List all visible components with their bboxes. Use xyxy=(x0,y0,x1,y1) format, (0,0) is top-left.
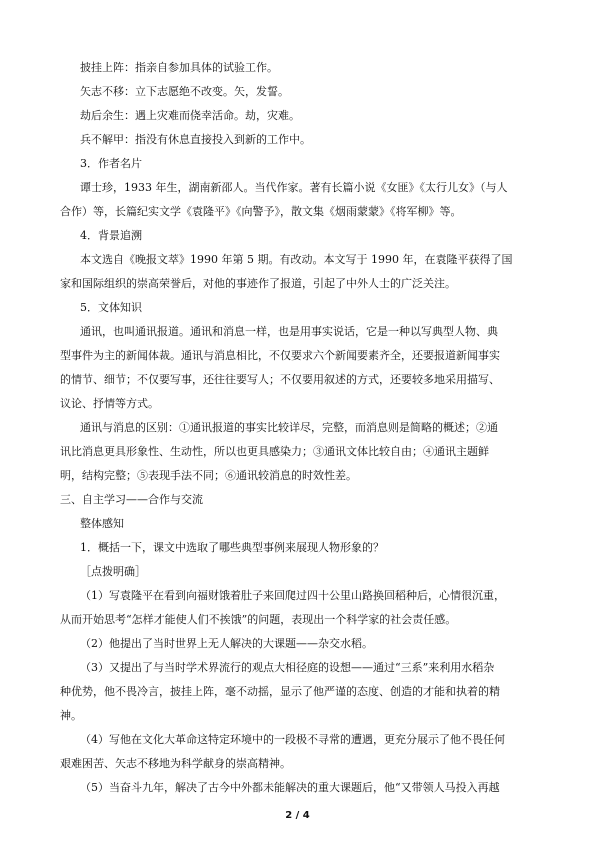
section-heading: 三、自主学习——合作与交流 xyxy=(60,493,203,506)
answer-line: （2）他提出了当时世界上无人解决的大课题——杂交水稻。 xyxy=(80,637,373,650)
answer-line: （1）写袁隆平在看到向福财饿着肚子来回爬过四十公里山路换回稻种后，心情很沉重， xyxy=(80,589,505,602)
paragraph-line: 讯比消息更具形象性、生动性，所以也更具感染力；③通讯文体比较自由；④通讯主题鲜 xyxy=(60,445,489,458)
section-heading: 3．作者名片 xyxy=(80,157,142,170)
paragraph-line: 家和国际组织的崇高荣誉后，对他的事迹作了报道，引起了中外人士的广泛关注。 xyxy=(60,277,456,290)
term-line: 兵不解甲：指没有休息直接投入到新的工作中。 xyxy=(80,133,311,146)
answer-line: 种优势，他不畏冷言，披挂上阵，毫不动摇，显示了他严谨的态度、创造的才能和执着的精 xyxy=(60,685,500,698)
answer-line: （5）当奋斗九年，解决了古今中外都未能解决的重大课题后，他“又带领人马投入再越 xyxy=(80,781,500,794)
question-line: 1．概括一下，课文中选取了哪些典型事例来展现人物形象的？ xyxy=(80,541,384,554)
section-heading: 4．背景追溯 xyxy=(80,229,142,242)
paragraph-line: 型事件为主的新闻体裁。通讯与消息相比，不仅要求六个新闻要素齐全，还要报道新闻事实 xyxy=(60,349,500,362)
paragraph-line: 通讯与消息的区别：①通讯报道的事实比较详尽，完整，而消息则是简略的概述；②通 xyxy=(80,421,498,434)
subsection-heading: 整体感知 xyxy=(80,517,124,530)
paragraph-line: 本文选自《晚报文萃》1990 年第 5 期。有改动。本文写于 1990 年，在袁隆平获得了国 xyxy=(80,253,513,266)
answer-line: （4）写他在文化大革命这特定环境中的一段极不寻常的遭遇，更充分展示了他不畏任何 xyxy=(80,733,505,746)
hint-label: ［点拨明确］ xyxy=(80,565,146,578)
paragraph-line: 明，结构完整；⑤表现手法不同；⑥通讯较消息的时效性差。 xyxy=(60,469,357,482)
answer-line: 神。 xyxy=(60,709,82,722)
page-number: 2 / 4 xyxy=(285,810,310,821)
paragraph-line: 合作）等，长篇纪实文学《袁隆平》《向警予》，散文集《烟雨蒙蒙》《将军柳》等。 xyxy=(60,205,462,218)
paragraph-line: 的情节、细节；不仅要写事，还往往要写人；不仅要用叙述的方式，还要较多地采用描写、 xyxy=(60,373,500,386)
answer-line: （3）又提出了与当时学术界流行的观点大相径庭的设想——通过“三系”来利用水稻杂 xyxy=(80,661,495,674)
paragraph-line: 通讯，也叫通讯报道。通讯和消息一样，也是用事实说话，它是一种以写典型人物、典 xyxy=(80,325,498,338)
paragraph-line: 议论、抒情等方式。 xyxy=(60,397,159,410)
section-heading: 5．文体知识 xyxy=(80,301,142,314)
term-line: 矢志不移：立下志愿绝不改变。矢，发誓。 xyxy=(80,85,289,98)
term-line: 劫后余生：遇上灾难而侥幸活命。劫，灾难。 xyxy=(80,109,300,122)
paragraph-line: 谭士珍，1933 年生，湖南新邵人。当代作家。著有长篇小说《女匪》《太行儿女》（与人 xyxy=(80,181,508,194)
answer-line: 艰难困苦、矢志不移地为科学献身的崇高精神。 xyxy=(60,757,291,770)
answer-line: 从而开始思考“怎样才能使人们不挨饿”的问题，表现出一个科学家的社会责任感。 xyxy=(60,613,457,626)
term-line: 披挂上阵：指亲自参加具体的试验工作。 xyxy=(80,61,278,74)
